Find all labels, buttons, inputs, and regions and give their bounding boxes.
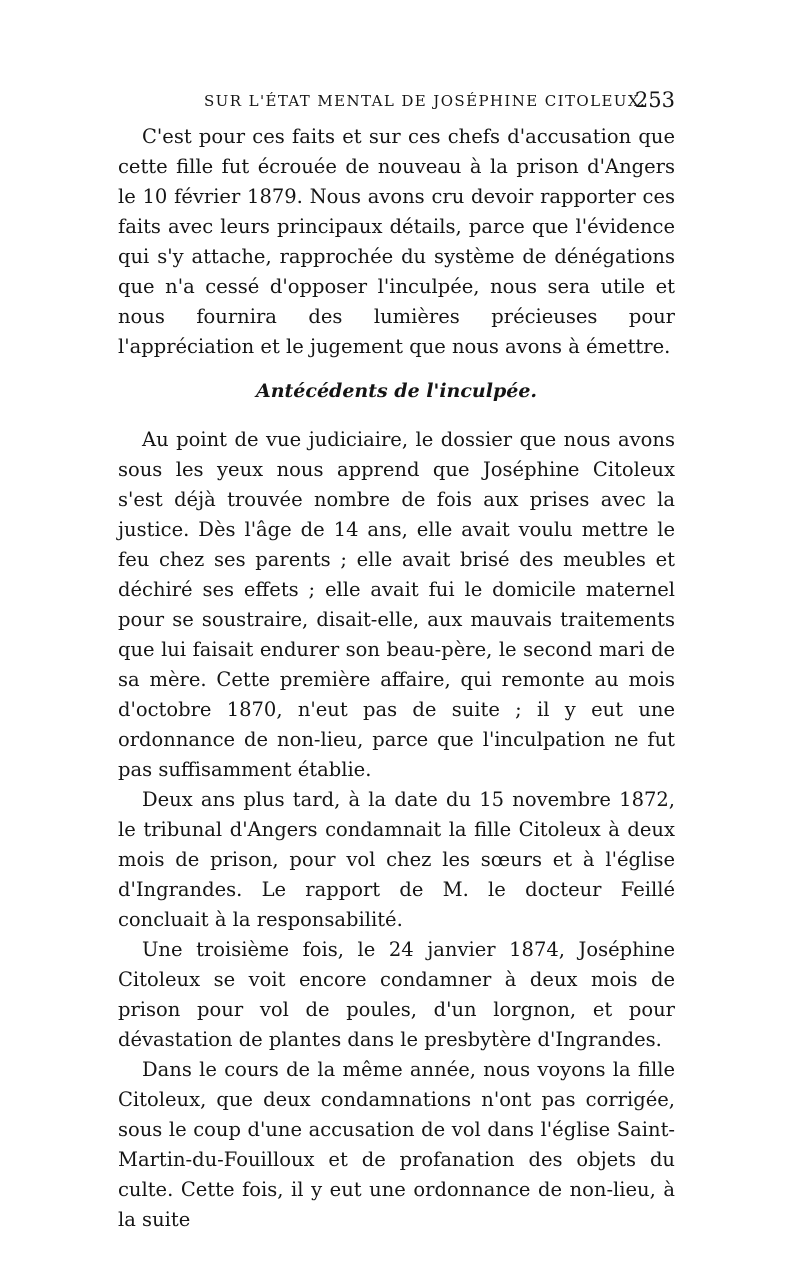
paragraph-judicial-history: Au point de vue judiciaire, le dossier que nous avons sous les yeux nous apprend que Joséphine Citoleux s'est déjà trouvée nombre de fois aux prises avec la justice. Dès l'âge de 14 ans, elle avait voulu mettre le feu chez ses parents ; elle avait brisé des meubles et déchiré ses effets ; elle avait fui le domicile maternel pour se soustraire, disait-elle, aux mauvais traitements que lui faisait endurer son beau-père, le second mari de sa mère. Cette première affaire, qui remonte au mois d'octobre 1870, n'eut pas de suite ; il y eut une ordonnance de non-lieu, parce que l'inculpation ne fut pas suffisamment établie. [118,428,675,781]
paragraph-1874-conviction: Une troisième fois, le 24 janvier 1874, Joséphine Citoleux se voit encore condamner à deux mois de prison pour vol de poules, d'un lorgnon, et pour dévastation de plantes dans le presbytère d'Ingrandes. [118,938,675,1051]
section-title: Antécédents de l'inculpée. [255,380,538,402]
paragraph-1872-conviction: Deux ans plus tard, à la date du 15 novembre 1872, le tribunal d'Angers condamnait la fille Citoleux à deux mois de prison, pour vol chez les sœurs et à l'église d'Ingrandes. Le rapport de M. le docteur Feillé concluait à la responsabilité. [118,788,675,931]
paragraph-church-accusation: Dans le cours de la même année, nous voyons la fille Citoleux, que deux condamnations n'ont pas corrigée, sous le coup d'une accusation de vol dans l'église Saint-Martin-du-Fouilloux et de profanation des objets du culte. Cette fois, il y eut une ordonnance de non-lieu, à la suite [118,1058,675,1231]
page-number: 253 [634,88,675,112]
running-title: SUR L'ÉTAT MENTAL DE JOSÉPHINE CITOLEUX. [204,92,647,110]
running-head [118,88,675,122]
paragraph-accusation-summary: C'est pour ces faits et sur ces chefs d'accusation que cette fille fut écrouée de nouveau à la prison d'Angers le 10 février 1879. Nous avons cru devoir rapporter ces faits avec leurs principaux détails, parce que l'évidence qui s'y attache, rapprochée du système de dénégations que n'a cessé d'opposer l'inculpée, nous sera utile et nous fournira des lumières précieuses pour l'appréciation et le jugement que nous avons à émettre. [118,125,675,358]
book-page [118,88,675,1235]
body-text [118,122,675,1235]
